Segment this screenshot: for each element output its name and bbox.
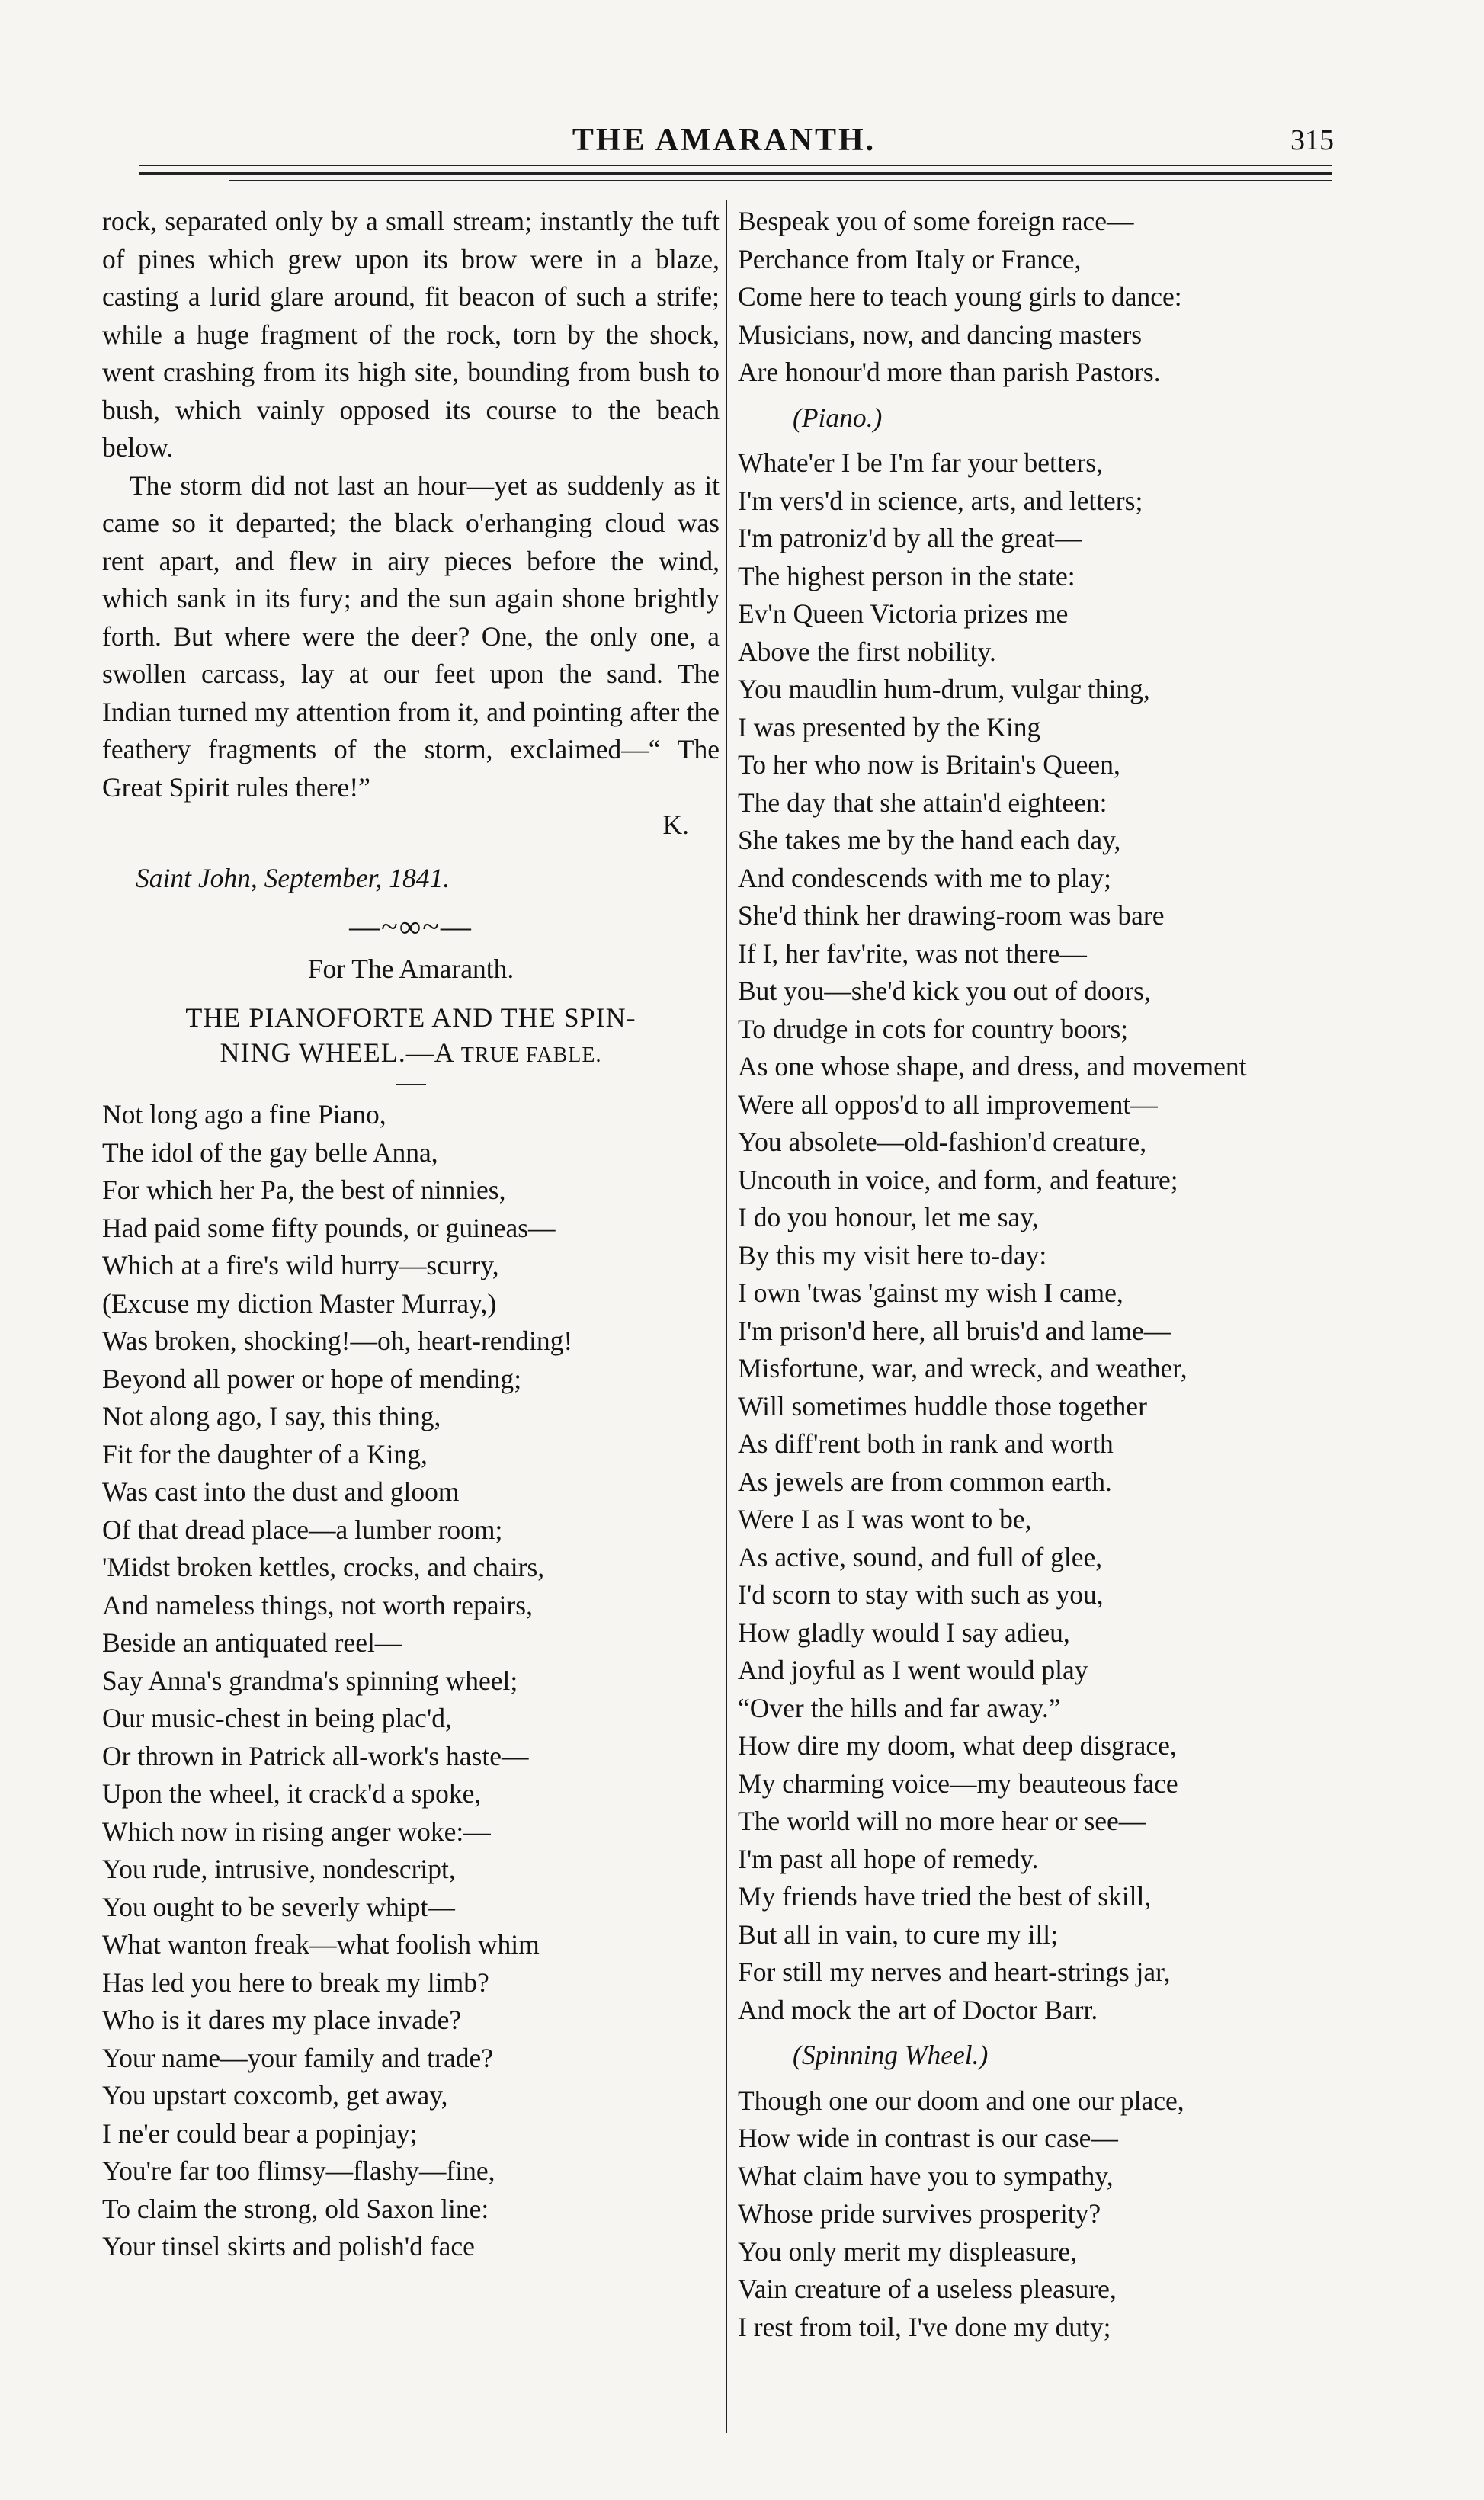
column-divider (726, 200, 727, 2433)
prose-paragraph-1: rock, separated only by a small stream; instantly the tuft of pines which grew upon its brow were in a blaze, casting a lurid glare around, fit beacon of such a strife; while a huge fragment of the rock, torn by the shock, went crashing from its high site, bounding from bush to bush, which vainly opposed its course to the beach below. (102, 206, 720, 463)
author-signature: K. (662, 809, 689, 840)
verse-line: By this my visit here to-day: (738, 1239, 1047, 1271)
verse-line: Of that dread place—a lumber room; (102, 1514, 503, 1545)
header-rule-thick (139, 172, 1332, 175)
verse-line: You upstart coxcomb, get away, (102, 2080, 448, 2111)
verse-line: You absolete—old-fashion'd creature, (738, 1127, 1147, 1157)
verse-line: Vain creature of a useless pleasure, (738, 2274, 1117, 2304)
verse-line: Was cast into the dust and gloom (102, 1476, 460, 1507)
verse-line: For which her Pa, the best of ninnies, (102, 1175, 506, 1205)
verse-line: Whate'er I be I'm far your betters, (738, 447, 1103, 478)
verse-line: If I, her fav'rite, was not there— (738, 938, 1087, 969)
verse-line: To her who now is Britain's Queen, (738, 749, 1120, 780)
verse-line: Or thrown in Patrick all-work's haste— (102, 1740, 529, 1771)
verse-line: As jewels are from common earth. (738, 1466, 1112, 1497)
verse-line: Uncouth in voice, and form, and feature; (738, 1164, 1178, 1195)
page-number: 315 (1290, 124, 1334, 156)
verse-line: I rest from toil, I've done my duty; (738, 2311, 1111, 2342)
verse-line: But all in vain, to cure my ill; (738, 1918, 1059, 1950)
left-column (102, 203, 720, 2428)
verse-line: Were I as I was wont to be, (738, 1504, 1032, 1534)
verse-line: “Over the hills and far away.” (738, 1692, 1061, 1723)
running-title: THE AMARANTH. (572, 123, 877, 158)
verse-line: Beyond all power or hope of mending; (102, 1363, 522, 1394)
verse-line: I own 'twas 'gainst my wish I came, (738, 1277, 1123, 1308)
verse-line: Your tinsel skirts and polish'd face (102, 2231, 475, 2261)
verse-line: Come here to teach young girls to dance: (738, 281, 1182, 312)
verse-line: Your name—your family and trade? (102, 2042, 493, 2073)
verse-line: To drudge in cots for country boors; (738, 1013, 1129, 1044)
verse-line: The highest person in the state: (738, 560, 1075, 591)
verse-line: Ev'n Queen Victoria prizes me (738, 598, 1069, 629)
verse-line: But you—she'd kick you out of doors, (738, 976, 1151, 1006)
for-line: For The Amaranth. (307, 953, 514, 984)
verse-line: (Excuse my diction Master Murray,) (102, 1287, 497, 1319)
verse-line: Misfortune, war, and wreck, and weather, (738, 1353, 1188, 1383)
verse-line: I do you honour, let me say, (738, 1202, 1039, 1232)
signature-line (102, 806, 720, 845)
verse-line: I ne'er could bear a popinjay; (102, 2117, 418, 2149)
verse-line: To claim the strong, old Saxon line: (102, 2193, 489, 2224)
speaker-label-piano: (Piano.) (793, 402, 883, 433)
verse-line: She'd think her drawing-room was bare (738, 900, 1165, 931)
verse-line: As diff'rent both in rank and worth (738, 1428, 1114, 1459)
verse-line: Above the first nobility. (738, 636, 996, 667)
verse-line: Was broken, shocking!—oh, heart-rending! (102, 1325, 573, 1356)
verse-line: I was presented by the King (738, 711, 1041, 742)
prose-paragraph-2: The storm did not last an hour—yet as suddenly as it came so it departed; the black o'erhanging cloud was rent apart, and flew in airy pieces before the wind, which sank in its fury; and the sun again shone brightly forth. But where were the deer? One, the only one, a swollen carcass, lay at our feet upon the sand. The Indian turned my attention from it, and pointing after the feathery fragments of the storm, exclaimed—“ The Great Spirit rules there!” (102, 470, 720, 803)
right-column (738, 203, 1340, 2428)
verse-line: Were all oppos'd to all improvement— (738, 1088, 1158, 1120)
poem-title-line-1: THE PIANOFORTE AND THE SPIN- (185, 1002, 636, 1033)
verse-line: Beside an antiquated reel— (102, 1627, 402, 1658)
verse-line: As one whose shape, and dress, and movement (738, 1051, 1247, 1082)
verse-line: And nameless things, not worth repairs, (102, 1589, 533, 1620)
poem-title (102, 1000, 720, 1073)
poem-verse-left (102, 1096, 720, 2266)
verse-line: Fit for the daughter of a King, (102, 1438, 428, 1470)
verse-line: I'm vers'd in science, arts, and letters; (738, 485, 1143, 516)
poem-title-line-2-main: NING WHEEL.—A (220, 1037, 461, 1068)
verse-line: You ought to be severly whipt— (102, 1891, 455, 1922)
verse-line: I'm prison'd here, all bruis'd and lame— (738, 1315, 1171, 1346)
verse-line: Who is it dares my place invade? (102, 2005, 462, 2035)
verse-line: Say Anna's grandma's spinning wheel; (102, 1665, 518, 1696)
verse-line: My friends have tried the best of skill, (738, 1881, 1152, 1912)
section-ornament: —~∞~— (349, 909, 473, 944)
verse-line: Are honour'd more than parish Pastors. (738, 357, 1161, 387)
verse-line: I'm past all hope of remedy. (738, 1843, 1039, 1874)
poem-title-line-2 (102, 1035, 720, 1073)
verse-line: How dire my doom, what deep disgrace, (738, 1730, 1177, 1761)
verse-line: Not long ago a fine Piano, (102, 1099, 386, 1130)
verse-line: Perchance from Italy or France, (738, 243, 1082, 274)
verse-line: You maudlin hum-drum, vulgar thing, (738, 674, 1150, 704)
verse-line: Bespeak you of some foreign race— (738, 206, 1134, 236)
verse-line: How wide in contrast is our case— (738, 2123, 1118, 2153)
verse-line: I'd scorn to stay with such as you, (738, 1579, 1104, 1610)
verse-line: And condescends with me to play; (738, 862, 1111, 893)
verse-line: Musicians, now, and dancing masters (738, 319, 1143, 350)
verse-line: 'Midst broken kettles, crocks, and chairs, (102, 1552, 545, 1582)
dateline: Saint John, September, 1841. (136, 862, 450, 893)
verse-line: For still my nerves and heart-strings jar, (738, 1957, 1171, 1987)
verse-line: And mock the art of Doctor Barr. (738, 1994, 1098, 2025)
verse-line: Will sometimes huddle those together (738, 1390, 1147, 1421)
verse-line: My charming voice—my beauteous face (738, 1768, 1178, 1799)
verse-line: Which now in rising anger woke:— (102, 1816, 491, 1847)
verse-line: How gladly would I say adieu, (738, 1617, 1070, 1648)
verse-line: Not along ago, I say, this thing, (102, 1401, 441, 1431)
verse-line: As active, sound, and full of glee, (738, 1541, 1103, 1572)
verse-line: Has led you here to break my limb? (102, 1966, 489, 1998)
verse-line: I'm patroniz'd by all the great— (738, 523, 1082, 553)
verse-line: The world will no more hear or see— (738, 1806, 1146, 1836)
verse-line: What claim have you to sympathy, (738, 2160, 1114, 2191)
verse-line: What wanton freak—what foolish whim (102, 1929, 540, 1960)
header-rule-thin (139, 165, 1332, 166)
verse-line: Upon the wheel, it crack'd a spoke, (102, 1778, 482, 1809)
verse-line: You're far too flimsy—flashy—fine, (102, 2155, 495, 2186)
verse-line: The idol of the gay belle Anna, (102, 1136, 438, 1168)
verse-line: The day that she attain'd eighteen: (738, 787, 1107, 818)
verse-line: Which at a fire's wild hurry—scurry, (102, 1250, 499, 1280)
verse-line: Though one our doom and one our place, (738, 2085, 1184, 2116)
verse-line: Had paid some fifty pounds, or guineas— (102, 1212, 556, 1243)
verse-line: Our music-chest in being plac'd, (102, 1703, 452, 1733)
page-header (114, 122, 1334, 168)
speaker-label-wheel: (Spinning Wheel.) (793, 2040, 989, 2070)
verse-line: She takes me by the hand each day, (738, 825, 1121, 855)
header-rule-thin-lower (229, 180, 1332, 181)
verse-line: You rude, intrusive, nondescript, (102, 1854, 456, 1884)
poem-title-subtitle: TRUE FABLE. (460, 1043, 602, 1067)
verse-line: And joyful as I went would play (738, 1655, 1088, 1685)
verse-line: You only merit my displeasure, (738, 2236, 1078, 2267)
title-dash (396, 1084, 426, 1085)
verse-line: Whose pride survives prosperity? (738, 2198, 1101, 2229)
